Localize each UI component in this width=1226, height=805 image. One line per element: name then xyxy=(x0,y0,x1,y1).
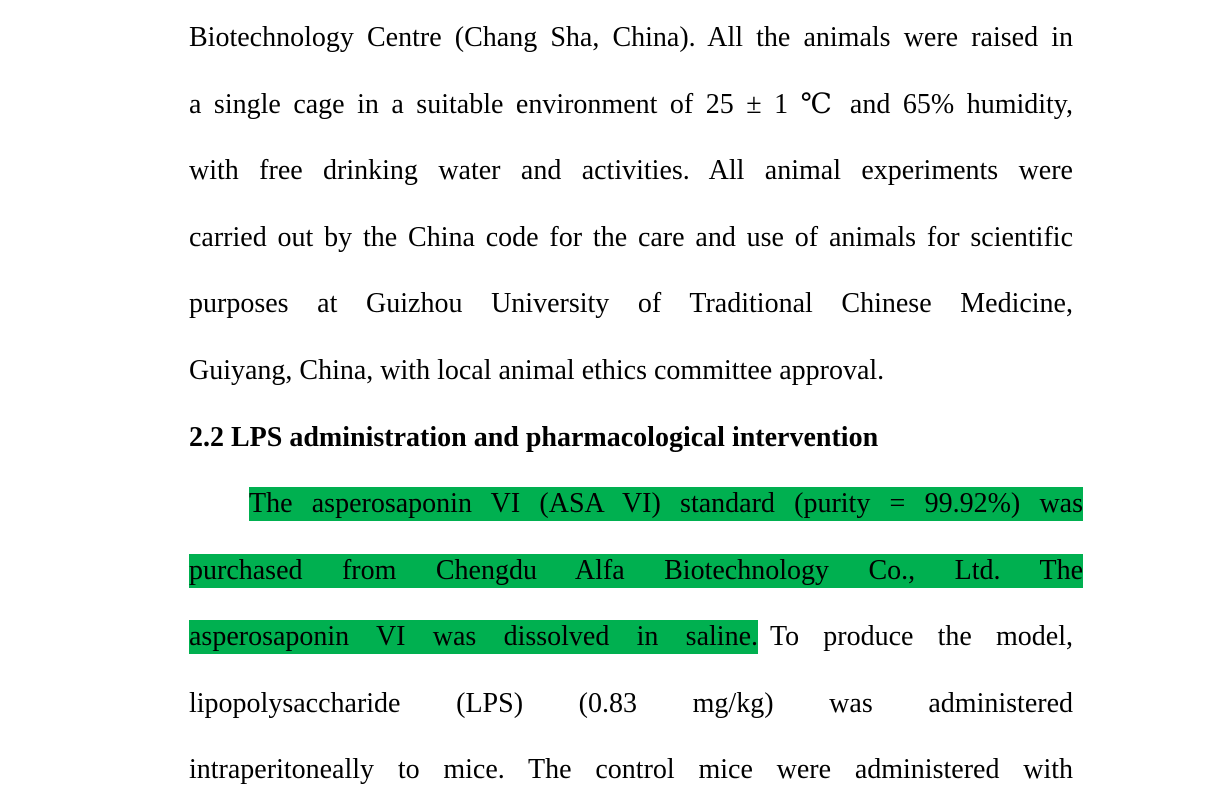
body-text-line: lipopolysaccharide (LPS) (0.83 mg/kg) was administered xyxy=(189,688,1073,719)
body-text-line: intraperitoneally to mice. The control mice were administered with xyxy=(189,754,1073,785)
highlighted-text: purchased from Chengdu Alfa Biotechnology Co., Ltd. The xyxy=(189,555,1083,586)
section-heading: 2.2 LPS administration and pharmacological intervention xyxy=(189,422,879,453)
highlighted-text: asperosaponin VI was dissolved in saline. xyxy=(189,621,758,652)
body-text-line: Biotechnology Centre (Chang Sha, China). All the animals were raised in xyxy=(189,22,1073,53)
mixed-text-line xyxy=(189,617,1073,657)
body-text-line: a single cage in a suitable environment of 25 ± 1 ℃ and 65% humidity, xyxy=(189,89,1073,120)
body-text-line: Guiyang, China, with local animal ethics committee approval. xyxy=(189,355,885,386)
body-text-line: with free drinking water and activities. All animal experiments were xyxy=(189,155,1073,186)
body-text-line: carried out by the China code for the care and use of animals for scientific xyxy=(189,222,1073,253)
body-text: To produce the model, xyxy=(770,621,1073,652)
highlighted-text-line xyxy=(189,551,1083,591)
highlighted-text: The asperosaponin VI (ASA VI) standard (purity = 99.92%) was xyxy=(249,488,1083,519)
body-text-line: purposes at Guizhou University of Traditional Chinese Medicine, xyxy=(189,288,1073,319)
highlighted-text-line xyxy=(249,484,1083,524)
